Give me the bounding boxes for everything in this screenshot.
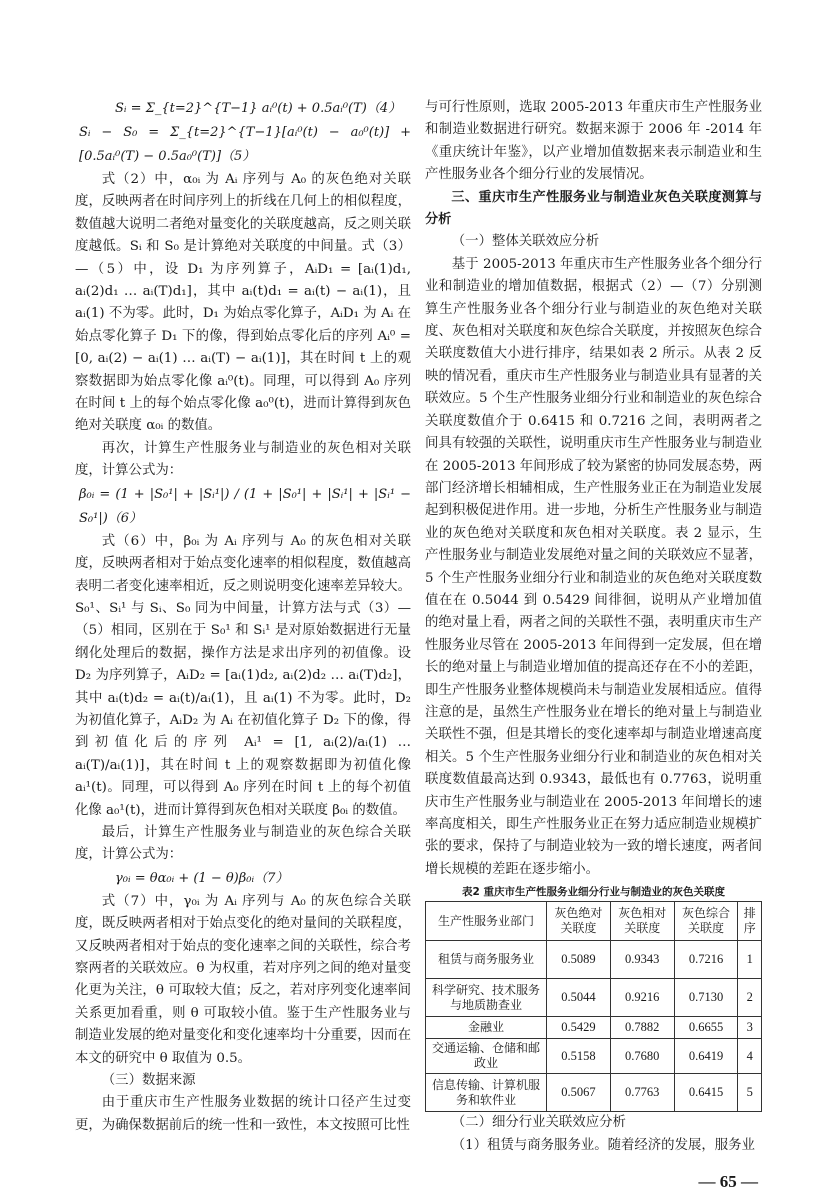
paragraph: 式（6）中，β₀ᵢ 为 Aᵢ 序列与 A₀ 的灰色相对关联度，反映两者相对于始点变化速率的相似程度，数值越高表明二者变化速率相近，反之则说明变化速率差异较大。S₀¹、Sᵢ¹ 与 Sᵢ、S₀ 同为中间量，计算方法与式（3）—（5）相同，区别在于 S₀¹ 和 Sᵢ¹ 是对原始数据进行无量纲化处理后的数据，操作方法是求出序列的初值像。设 D₂ 为序列算子，AᵢD₂ = [aᵢ(1)d₂, aᵢ(2)d₂ … aᵢ(T)d₂]，其中 aᵢ(t)d₂ = aᵢ(t)/aᵢ(1)，且 aᵢ(1) 不为零。此时，D₂ 为初值化算子，AᵢD₂ 为 Aᵢ 在初值化算子 D₂ 下的像，得到初值化后的序列 Aᵢ¹ = [1, aᵢ(2)/aᵢ(1) … aᵢ(T)/aᵢ(1)]，其在时间 t 上的观察数据即为初值化像 aᵢ¹(t)。同理，可以得到 A₀ 序列在时间 t 上的每个初值化像 a₀¹(t)，进而计算得到灰色相对关联度 β₀ᵢ 的数值。 — [75, 533, 411, 818]
cell: 信息传输、计算机服务和软件业 — [426, 1074, 547, 1112]
header-cell: 灰色绝对关联度 — [546, 902, 610, 941]
table-row — [426, 979, 762, 1017]
formula-4: Sᵢ = Σ_{t=2}^{T−1} aᵢ⁰(t) + 0.5aᵢ⁰(T)（4） — [115, 101, 402, 116]
left-column — [75, 97, 411, 1137]
paragraph: 再次，计算生产性服务业与制造业的灰色相对关联度，计算公式为： — [75, 440, 411, 479]
cell: 0.5429 — [546, 1017, 610, 1039]
data-table — [425, 901, 762, 1112]
formula-7: γ₀ᵢ = θα₀ᵢ + (1 − θ)β₀ᵢ（7） — [115, 870, 289, 886]
page-number: — 65 — — [698, 1172, 758, 1192]
table-row — [426, 1074, 762, 1112]
paragraph: 基于 2005-2013 年重庆市生产性服务业各个细分行业和制造业的增加值数据，根据式（2）—（7）分别测算生产性服务业各个细分行业与制造业的灰色绝对关联度、灰色相对关联度和灰色综合关联度，并按照灰色综合关联度数值大小进行排序，结果如表 2 所示。从表 2 反映的情况看，重庆市生产性服务业与制造业具有显著的关联效应。5 个生产性服务业细分行业和制造业的灰色综合关联度数值介于 0.6415 和 0.7216 之间，表明两者之间具有较强的关联性，说明重庆市生产性服务业与制造业在 2005-2013 年间形成了较为紧密的协同发展态势，两部门经济增长相辅相成，生产性服务业正在为制造业发展起到积极促进作用。进一步地，分析生产性服务业与制造业的灰色绝对关联度和灰色相对关联度。表 2 显示，生产性服务业与制造业发展绝对量之间的关联效应不显著，5 个生产性服务业细分行业和制造业的灰色绝对关联度数值在在 0.5044 到 0.5429 间徘徊，说明从产业增加值的绝对量上看，两者之间的关联性不强，表明重庆市生产性服务业尽管在 2005-2013 年间得到一定发展，但在增长的绝对量上与制造业增加值的提高还存在不小的差距，即生产性服务业整体规模尚未与制造业发展相适应。值得注意的是，虽然生产性服务业在增长的绝对量上与制造业关联性不强，但是其增长的变化速率却与制造业增速高度相关。5 个生产性服务业细分行业和制造业的灰色相对关联度数值最高达到 0.9343，最低也有 0.7763，说明重庆市生产性服务业与制造业在 2005-2013 年间增长的速率高度相关，即生产性服务业正在努力适应制造业规模扩张的要求，保持了与制造业较为一致的增长速度，两者间增长规模的差距在逐步缩小。 — [425, 256, 762, 877]
table-row — [426, 941, 762, 979]
table-row — [426, 1039, 762, 1074]
cell: 0.9343 — [610, 941, 674, 979]
paragraph: （1）租赁与商务服务业。随着经济的发展，服务业 — [451, 1137, 755, 1153]
cell: 0.9216 — [610, 979, 674, 1017]
header-cell: 灰色相对关联度 — [610, 902, 674, 941]
paragraph: 与可行性原则，选取 2005-2013 年重庆市生产性服务业和制造业数据进行研究。数据来源于 2006 年 -2014 年《重庆统计年鉴》，以产业增加值数据来表示制造业和生产性服务业各个细分行业的发展情况。 — [425, 100, 762, 183]
table-caption: 表2 重庆市生产性服务业细分行业与制造业的灰色关联度 — [462, 886, 725, 899]
section-heading: 三、重庆市生产性服务业与制造业灰色关联度测算与分析 — [425, 189, 762, 228]
formula-5: Sᵢ − S₀ = Σ_{t=2}^{T−1}[aᵢ⁰(t) − a₀⁰(t)] + [0.5aᵢ⁰(T) − 0.5a₀⁰(T)]（5） — [79, 125, 411, 164]
paragraph: 式（2）中，α₀ᵢ 为 Aᵢ 序列与 A₀ 的灰色绝对关联度，反映两者在时间序列上的折线在几何上的相似程度，数值越大说明二者绝对量变化的关联度越高，反之则关联度越低。Sᵢ 和 S₀ 是计算绝对关联度的中间量。式（3）—（5）中，设 D₁ 为序列算子，AᵢD₁ = [aᵢ(1)d₁, aᵢ(2)d₁ … aᵢ(T)d₁]，其中 aᵢ(t)d₁ = aᵢ(t) − aᵢ(1)，且 aᵢ(1) 不为零。此时，D₁ 为始点零化算子，AᵢD₁ 为 Aᵢ 在始点零化算子 D₁ 下的像，得到始点零化后的序列 Aᵢ⁰ = [0, aᵢ(2) − aᵢ(1) … aᵢ(T) − aᵢ(1)]，其在时间 t 上的观察数据即为始点零化像 aᵢ⁰(t)。同理，可以得到 A₀ 序列在时间 t 上的每个始点零化像 a₀⁰(t)，进而计算得到灰色绝对关联度 α₀ᵢ 的数值。 — [75, 172, 411, 434]
subsection-heading: （三）数据来源 — [101, 1073, 196, 1089]
cell: 3 — [738, 1017, 762, 1039]
header-cell: 排序 — [738, 902, 762, 941]
cell: 0.5089 — [546, 941, 610, 979]
cell: 交通运输、仓储和邮政业 — [426, 1039, 547, 1074]
paragraph: 式（7）中，γ₀ᵢ 为 Aᵢ 序列与 A₀ 的灰色综合关联度，既反映两者相对于始点变化的绝对量间的关联程度，又反映两者相对于始点的变化速率之间的关联性，综合考察两者的关联效应。θ 为权重，若对序列之间的绝对量变化更为关注，θ 可取较大值；反之，若对序列变化速率间关系更加看重，则 θ 可取较小值。鉴于生产性服务业与制造业发展的绝对量变化和变化速率均十分重要，因而在本文的研究中 θ 取值为 0.5。 — [75, 893, 411, 1066]
cell: 0.6655 — [674, 1017, 738, 1039]
cell: 0.7763 — [610, 1074, 674, 1112]
header-cell: 生产性服务业部门 — [426, 902, 547, 941]
cell: 0.7680 — [610, 1039, 674, 1074]
cell: 0.7216 — [674, 941, 738, 979]
cell: 租赁与商务服务业 — [426, 941, 547, 979]
cell: 4 — [738, 1039, 762, 1074]
table-row — [426, 1017, 762, 1039]
cell: 0.7130 — [674, 979, 738, 1017]
cell: 0.5044 — [546, 979, 610, 1017]
subsection-heading: （二）细分行业关联效应分析 — [451, 1115, 626, 1131]
table-header-row — [426, 902, 762, 941]
cell: 0.5158 — [546, 1039, 610, 1074]
formula-6: β₀ᵢ = (1 + |S₀¹| + |Sᵢ¹|) / (1 + |S₀¹| + |Sᵢ¹| + |Sᵢ¹ − S₀¹|)（6） — [79, 486, 411, 526]
cell: 0.7882 — [610, 1017, 674, 1039]
cell: 0.6415 — [674, 1074, 738, 1112]
cell: 0.5067 — [546, 1074, 610, 1112]
cell: 2 — [738, 979, 762, 1017]
cell: 1 — [738, 941, 762, 979]
cell: 5 — [738, 1074, 762, 1112]
cell: 0.6419 — [674, 1039, 738, 1074]
header-cell: 灰色综合关联度 — [674, 902, 738, 941]
cell: 科学研究、技术服务与地质勘查业 — [426, 979, 547, 1017]
cell: 金融业 — [426, 1017, 547, 1039]
paragraph: 最后，计算生产性服务业与制造业的灰色综合关联度，计算公式为： — [75, 824, 411, 863]
subsection-heading: （一）整体关联效应分析 — [451, 234, 600, 250]
right-column — [425, 97, 762, 1193]
paragraph: 由于重庆市生产性服务业数据的统计口径产生过变更，为确保数据前后的统一性和一致性，本文按照可比性 — [75, 1095, 411, 1133]
